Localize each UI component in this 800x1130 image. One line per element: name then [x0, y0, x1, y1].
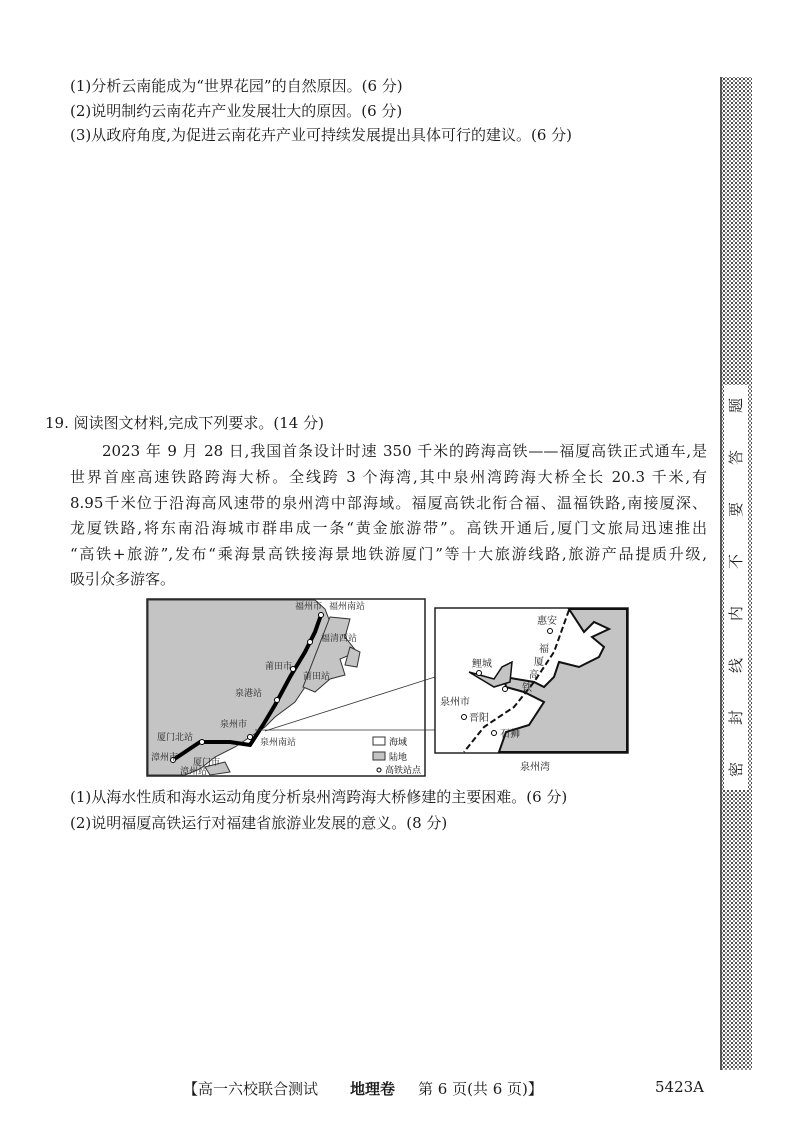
rail-label: 高: [529, 670, 539, 681]
station-label: 漳州站: [180, 767, 208, 777]
map-caption: 泉州湾: [520, 762, 550, 773]
city-label: 漳州市: [151, 753, 179, 763]
seal-char: 线: [727, 657, 746, 674]
q18-sub-3: (3)从政府角度,为促进云南花卉产业可持续发展提出具体可行的建议。(6 分): [70, 126, 573, 144]
q18-sub-2: (2)说明制约云南花卉产业发展壮大的原因。(6 分): [70, 102, 403, 120]
seal-char: 密: [727, 761, 746, 778]
q19-sub-2: (2)说明福厦高铁运行对福建省旅游业发展的意义。(8 分): [70, 814, 448, 832]
fujian-railway-map: [145, 597, 435, 779]
place-label: 石狮: [500, 729, 520, 740]
seal-char: 答: [727, 449, 746, 466]
q19-paragraph-line: 吸引众多游客。: [70, 570, 176, 588]
seal-char: 封: [727, 709, 746, 726]
place-label: 鲤城: [472, 659, 492, 670]
seal-char: 内: [727, 605, 746, 622]
seal-line-notice: [724, 385, 748, 790]
legend-sea: 海域: [389, 738, 408, 748]
station-label: 福清西站: [321, 634, 358, 644]
seal-char: 题: [727, 397, 746, 414]
city-label: 莆田市: [265, 662, 293, 672]
city-label: 福州市: [295, 602, 323, 612]
q19-paragraph-line: 2023 年 9 月 28 日,我国首条设计时速 350 千米的跨海高铁——福厦高铁正式通车,是: [102, 442, 707, 460]
rail-label: 厦: [534, 657, 544, 668]
footer-code: 5423A: [655, 1078, 705, 1096]
legend-station: 高铁站点: [385, 766, 422, 776]
footer-subject: 地理卷: [350, 1080, 396, 1098]
q19-paragraph-line: 8.95千米位于沿海高风速带的泉州湾中部海域。福厦高铁北衔合福、温福铁路,南接厦深、: [70, 494, 707, 512]
station-label: 莆田站: [303, 672, 331, 682]
station-label: 泉州南站: [260, 738, 297, 748]
q19-paragraph-line: 世界首座高速铁路跨海大桥。全线跨 3 个海湾,其中泉州湾跨海大桥全长 20.3 千米,有: [70, 468, 707, 486]
footer-exam-label: 【高一六校联合测试: [183, 1080, 319, 1098]
station-label: 厦门北站: [157, 733, 194, 743]
seal-char: 要: [727, 501, 746, 518]
rail-label: 福: [539, 644, 549, 655]
quanzhou-bay-inset-map: [434, 607, 630, 779]
place-label: 惠安: [537, 616, 557, 627]
legend-land: 陆地: [389, 753, 408, 763]
q19-sub-1: (1)从海水性质和海水运动角度分析泉州湾跨海大桥修建的主要困难。(6 分): [70, 788, 568, 806]
station-label: 泉港站: [235, 689, 263, 699]
city-label: 泉州市: [220, 720, 248, 730]
place-label: 晋阳: [469, 713, 489, 724]
seal-char: 不: [727, 553, 746, 570]
place-label: 泉州市: [440, 697, 470, 708]
q19-paragraph-line: “高铁+旅游”,发布“乘海景高铁接海景地铁游厦门”等十大旅游线路,旅游产品提质升级,: [70, 545, 707, 563]
q19-paragraph-line: 龙厦铁路,将东南沿海城市群串成一条“黄金旅游带”。高铁开通后,厦门文旅局迅速推出: [70, 519, 707, 537]
q19-title: 19. 阅读图文材料,完成下列要求。(14 分): [45, 414, 324, 432]
q18-sub-1: (1)分析云南能成为“世界花园”的自然原因。(6 分): [70, 77, 403, 95]
footer-page: 第 6 页(共 6 页)】: [418, 1080, 543, 1098]
station-label: 福州南站: [329, 602, 366, 612]
rail-label: 铁: [522, 683, 532, 694]
city-label: 厦门市: [193, 758, 221, 768]
